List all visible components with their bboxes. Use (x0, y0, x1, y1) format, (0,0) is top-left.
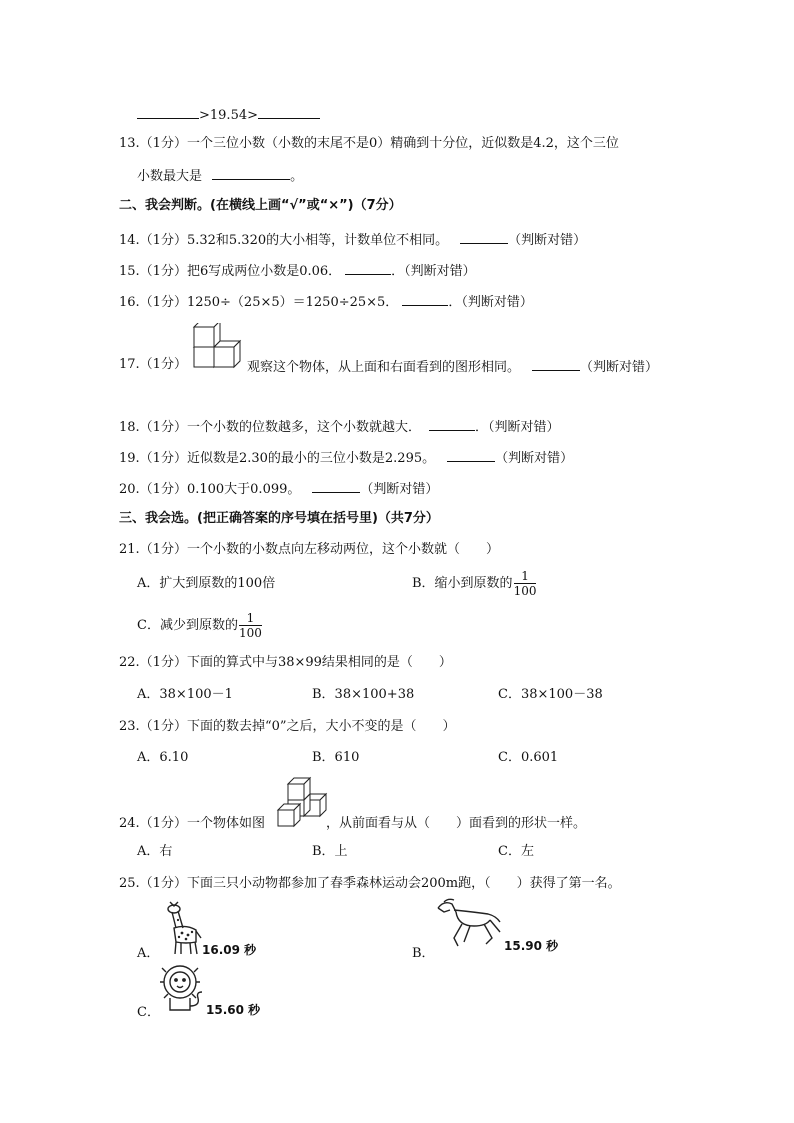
q12-mid: >19.54> (199, 108, 259, 123)
question-tail: ．（判断对错） (391, 264, 476, 279)
q25-option-c[interactable]: C． (137, 1005, 160, 1020)
q13-line1: 13.（1分）一个三位小数（小数的末尾不是0）精确到十分位，近似数是4.2，这个三位 (119, 136, 619, 151)
fraction-denominator: 100 (238, 626, 262, 640)
q23-option-a[interactable]: A．6.10 (137, 750, 189, 765)
q22-option-c[interactable]: C．38×100－38 (498, 687, 603, 702)
cube-figure-q17 (188, 323, 248, 373)
question-tail: （判断对错） (508, 233, 587, 248)
question-text: 20.（1分）0.100大于0.099。 (119, 482, 301, 497)
q23-option-b[interactable]: B．610 (312, 750, 360, 765)
option-text: B．缩小到原数的 (412, 576, 513, 591)
q25-option-b[interactable]: B． (412, 946, 435, 961)
q12-line (137, 104, 320, 125)
question-tail: ．（判断对错） (474, 420, 560, 435)
q17-num: 17.（1分） (119, 357, 187, 372)
question-text: 16.（1分）1250÷（25×5）＝1250÷25×5． (119, 295, 399, 310)
fraction (514, 569, 537, 598)
answer-blank[interactable] (137, 104, 199, 119)
q21-option-b[interactable] (412, 568, 536, 600)
answer-blank[interactable] (402, 291, 448, 306)
q18 (119, 416, 559, 437)
q22-text: 22.（1分）下面的算式中与38×99结果相同的是（ ） (119, 655, 452, 670)
cube-figure-q24 (276, 776, 328, 830)
answer-blank[interactable] (345, 260, 391, 275)
q13-end: 。 (290, 169, 304, 184)
q24-body: ，从前面看与从（ ）面看到的形状一样。 (326, 816, 587, 831)
question-text: 15.（1分）把6写成两位小数是0.06． (119, 264, 342, 279)
q14 (119, 229, 586, 250)
q24-num: 24.（1分）一个物体如图 (119, 816, 265, 831)
q24-option-c[interactable]: C．左 (498, 844, 534, 859)
answer-blank[interactable] (258, 104, 320, 119)
q21-option-a[interactable]: A．扩大到原数的100倍 (137, 576, 276, 591)
q17-body (247, 356, 658, 377)
question-tail: （判断对错） (495, 451, 574, 466)
section-title: 二、我会判断。(在横线上画“√”或“×”)（7分） (119, 198, 402, 213)
q15 (119, 260, 476, 281)
q23-text: 23.（1分）下面的数去掉“0”之后，大小不变的是（ ） (119, 719, 456, 734)
question-tail: ．（判断对错） (448, 295, 533, 310)
question-text: 18.（1分）一个小数的位数越多，这个小数就越大． (119, 420, 421, 435)
q13-line2 (137, 165, 303, 186)
q13-text: 小数最大是 (137, 169, 203, 184)
q23-option-c[interactable]: C．0.601 (498, 750, 559, 765)
fraction-numerator: 1 (239, 611, 262, 626)
question-text: 观察这个物体，从上面和右面看到的图形相同。 (247, 360, 521, 375)
question-text: 19.（1分）近似数是2.30的最小的三位小数是2.295。 (119, 451, 436, 466)
q20 (119, 478, 438, 499)
q25-text: 25.（1分）下面三只小动物都参加了春季森林运动会200m跑，（ ）获得了第一名。 (119, 876, 621, 891)
fraction (239, 611, 262, 640)
q16 (119, 291, 533, 312)
horse-time-label: 15.90 秒 (504, 939, 559, 953)
q19 (119, 447, 573, 468)
answer-blank[interactable] (429, 416, 475, 431)
q21-text: 21.（1分）一个小数的小数点向左移动两位，这个小数就（ ） (119, 542, 499, 557)
giraffe-time-label: 16.09 秒 (202, 943, 257, 957)
answer-blank[interactable] (312, 478, 360, 493)
fraction-numerator: 1 (514, 569, 537, 584)
q24-option-a[interactable]: A．右 (137, 844, 173, 859)
answer-blank[interactable] (532, 356, 580, 371)
answer-blank[interactable] (212, 165, 290, 180)
lion-icon (158, 962, 206, 1014)
option-text: C．减少到原数的 (137, 618, 238, 633)
giraffe-icon (156, 898, 204, 956)
section-title: 三、我会选。(把正确答案的序号填在括号里)（共7分） (119, 511, 439, 526)
question-tail: （判断对错） (360, 482, 439, 497)
q25-option-a[interactable]: A． (137, 946, 160, 961)
q22-option-b[interactable]: B．38×100+38 (312, 687, 415, 702)
fraction-denominator: 100 (513, 584, 537, 598)
question-tail: （判断对错） (580, 360, 659, 375)
question-text: 14.（1分）5.32和5.320的大小相等，计数单位不相同。 (119, 233, 449, 248)
lion-time-label: 15.60 秒 (206, 1003, 261, 1017)
horse-icon (434, 898, 506, 950)
answer-blank[interactable] (460, 229, 508, 244)
q21-option-c[interactable] (137, 610, 262, 642)
answer-blank[interactable] (447, 447, 495, 462)
q24-option-b[interactable]: B．上 (312, 844, 348, 859)
q22-option-a[interactable]: A．38×100－1 (137, 687, 233, 702)
